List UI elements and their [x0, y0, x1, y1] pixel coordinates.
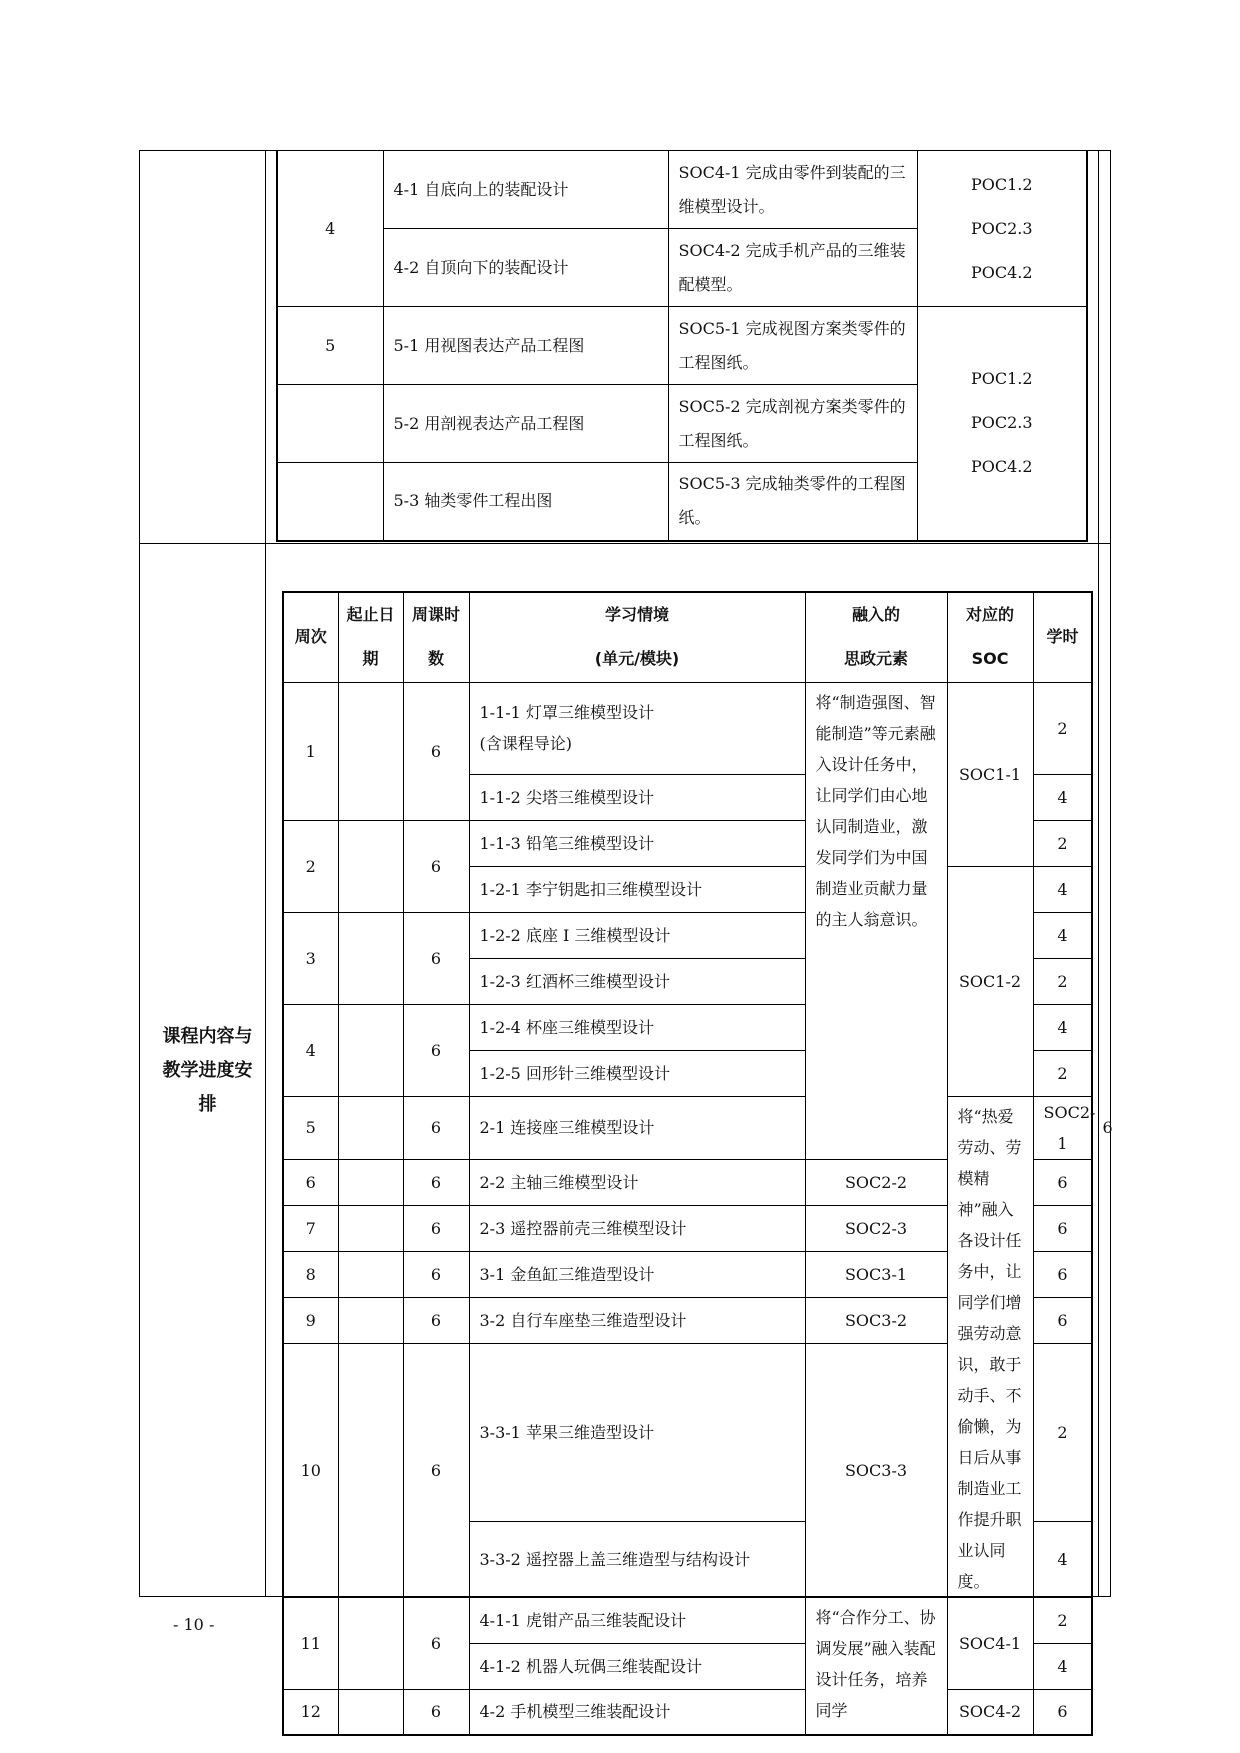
soc-desc: SOC5-1 完成视图方案类零件的工程图纸。 — [668, 307, 917, 385]
table-row: 1-2-5 回形针三维模型设计 2 — [283, 1050, 1092, 1096]
table-row: 9 6 3-2 自行车座垫三维造型设计 SOC3-2 6 — [283, 1297, 1092, 1343]
table-row: 12 6 4-2 手机模型三维装配设计 SOC4-2 6 — [283, 1689, 1092, 1735]
unit-number: 4 — [277, 151, 383, 307]
header-soc: 对应的SOC — [947, 592, 1033, 682]
poc-item: POC4.2 — [970, 262, 1033, 282]
poc-item: POC1.2 — [970, 174, 1033, 194]
soc-desc: SOC4-2 完成手机产品的三维装配模型。 — [668, 229, 917, 307]
header-unit: 学习情境 (单元/模块) — [469, 592, 805, 682]
table-row: 5 6 2-1 连接座三维模型设计 将“热爱劳动、劳模精神”融入各设计任务中，让同学们增强劳动意识，敢于动手、不偷懒，为日后从事制造业工作提升职业认同度。 SOC2-1 6 — [283, 1096, 1092, 1159]
poc-item: POC2.3 — [970, 413, 1033, 433]
unit-name: 4-1 自底向上的装配设计 — [383, 151, 668, 229]
table-row — [277, 307, 1087, 385]
ideology-cell: 将“热爱劳动、劳模精神”融入各设计任务中，让同学们增强劳动意识，敢于动手、不偷懒，为日后从事制造业工作提升职业认同度。 — [947, 1096, 1033, 1597]
soc-desc: SOC4-1 完成由零件到装配的三维模型设计。 — [668, 151, 917, 229]
unit-name: 5-2 用剖视表达产品工程图 — [383, 385, 668, 463]
table-row: 8 6 3-1 金鱼缸三维造型设计 SOC3-1 6 — [283, 1251, 1092, 1297]
unit-cell: 1-1-1 灯罩三维模型设计 (含课程导论) — [469, 682, 805, 774]
table-row — [277, 151, 1087, 229]
table-row: 1-2-3 红酒杯三维模型设计 2 — [283, 958, 1092, 1004]
poc-list — [917, 151, 1087, 307]
table-row: 7 6 2-3 遥控器前壳三维模型设计 SOC2-3 6 — [283, 1205, 1092, 1251]
empty-cell — [277, 463, 383, 541]
table-row: 1 6 1-1-1 灯罩三维模型设计 (含课程导论) 将“制造强图、智能制造”等元素融入设计任务中，让同学们由心地认同制造业，激发同学们为中国制造业贡献力量的主人翁意识。 SOC1-1 2 — [283, 682, 1092, 774]
ideology-cell: 将“制造强图、智能制造”等元素融入设计任务中，让同学们由心地认同制造业，激发同学们为中国制造业贡献力量的主人翁意识。 — [805, 682, 947, 1159]
header-ideology: 融入的 思政元素 — [805, 592, 947, 682]
header-weekly-hours: 周课时数 — [403, 592, 469, 682]
header-hours: 学时 — [1033, 592, 1092, 682]
poc-item: POC2.3 — [970, 218, 1033, 238]
table-row: 1-2-1 李宁钥匙扣三维模型设计 SOC1-2 4 — [283, 866, 1092, 912]
soc-poc-table — [276, 150, 1088, 542]
soc-desc: SOC5-2 完成剖视方案类零件的工程图纸。 — [668, 385, 917, 463]
divider — [1098, 150, 1099, 1597]
poc-list — [917, 307, 1087, 541]
ideology-cell: 将“合作分工、协调发展”融入装配设计任务，培养同学 — [805, 1597, 947, 1735]
divider — [265, 150, 266, 1597]
table-row: 3-3-2 遥控器上盖三维造型与结构设计 4 — [283, 1521, 1092, 1597]
poc-item: POC1.2 — [970, 369, 1033, 389]
empty-cell — [277, 385, 383, 463]
table-row: 3 6 1-2-2 底座 I 三维模型设计 4 — [283, 912, 1092, 958]
soc-desc: SOC5-3 完成轴类零件的工程图纸。 — [668, 463, 917, 541]
header-week: 周次 — [283, 592, 338, 682]
table-row: 1-1-2 尖塔三维模型设计 4 — [283, 774, 1092, 820]
table-row: 2 6 1-1-3 铅笔三维模型设计 2 — [283, 820, 1092, 866]
header-dates: 起止日期 — [338, 592, 403, 682]
section-label: 课程内容与教学进度安排 — [162, 1026, 253, 1115]
schedule-table — [282, 591, 1113, 1736]
page-number: - 10 - — [173, 1615, 215, 1634]
divider — [139, 543, 1111, 544]
header-row — [283, 592, 1092, 682]
table-row: 4-1-2 机器人玩偶三维装配设计 4 — [283, 1643, 1092, 1689]
unit-name: 5-3 轴类零件工程出图 — [383, 463, 668, 541]
unit-name: 4-2 自顶向下的装配设计 — [383, 229, 668, 307]
unit-number: 5 — [277, 307, 383, 385]
table-row: 11 6 4-1-1 虎钳产品三维装配设计 将“合作分工、协调发展”融入装配设计任务，培养同学 SOC4-1 2 — [283, 1597, 1092, 1643]
table-row: 6 6 2-2 主轴三维模型设计 SOC2-2 6 — [283, 1159, 1092, 1205]
table-row: 10 6 3-3-1 苹果三维造型设计 SOC3-3 2 — [283, 1343, 1092, 1521]
poc-item: POC4.2 — [970, 457, 1033, 477]
table-row: 4 6 1-2-4 杯座三维模型设计 4 — [283, 1004, 1092, 1050]
unit-name: 5-1 用视图表达产品工程图 — [383, 307, 668, 385]
